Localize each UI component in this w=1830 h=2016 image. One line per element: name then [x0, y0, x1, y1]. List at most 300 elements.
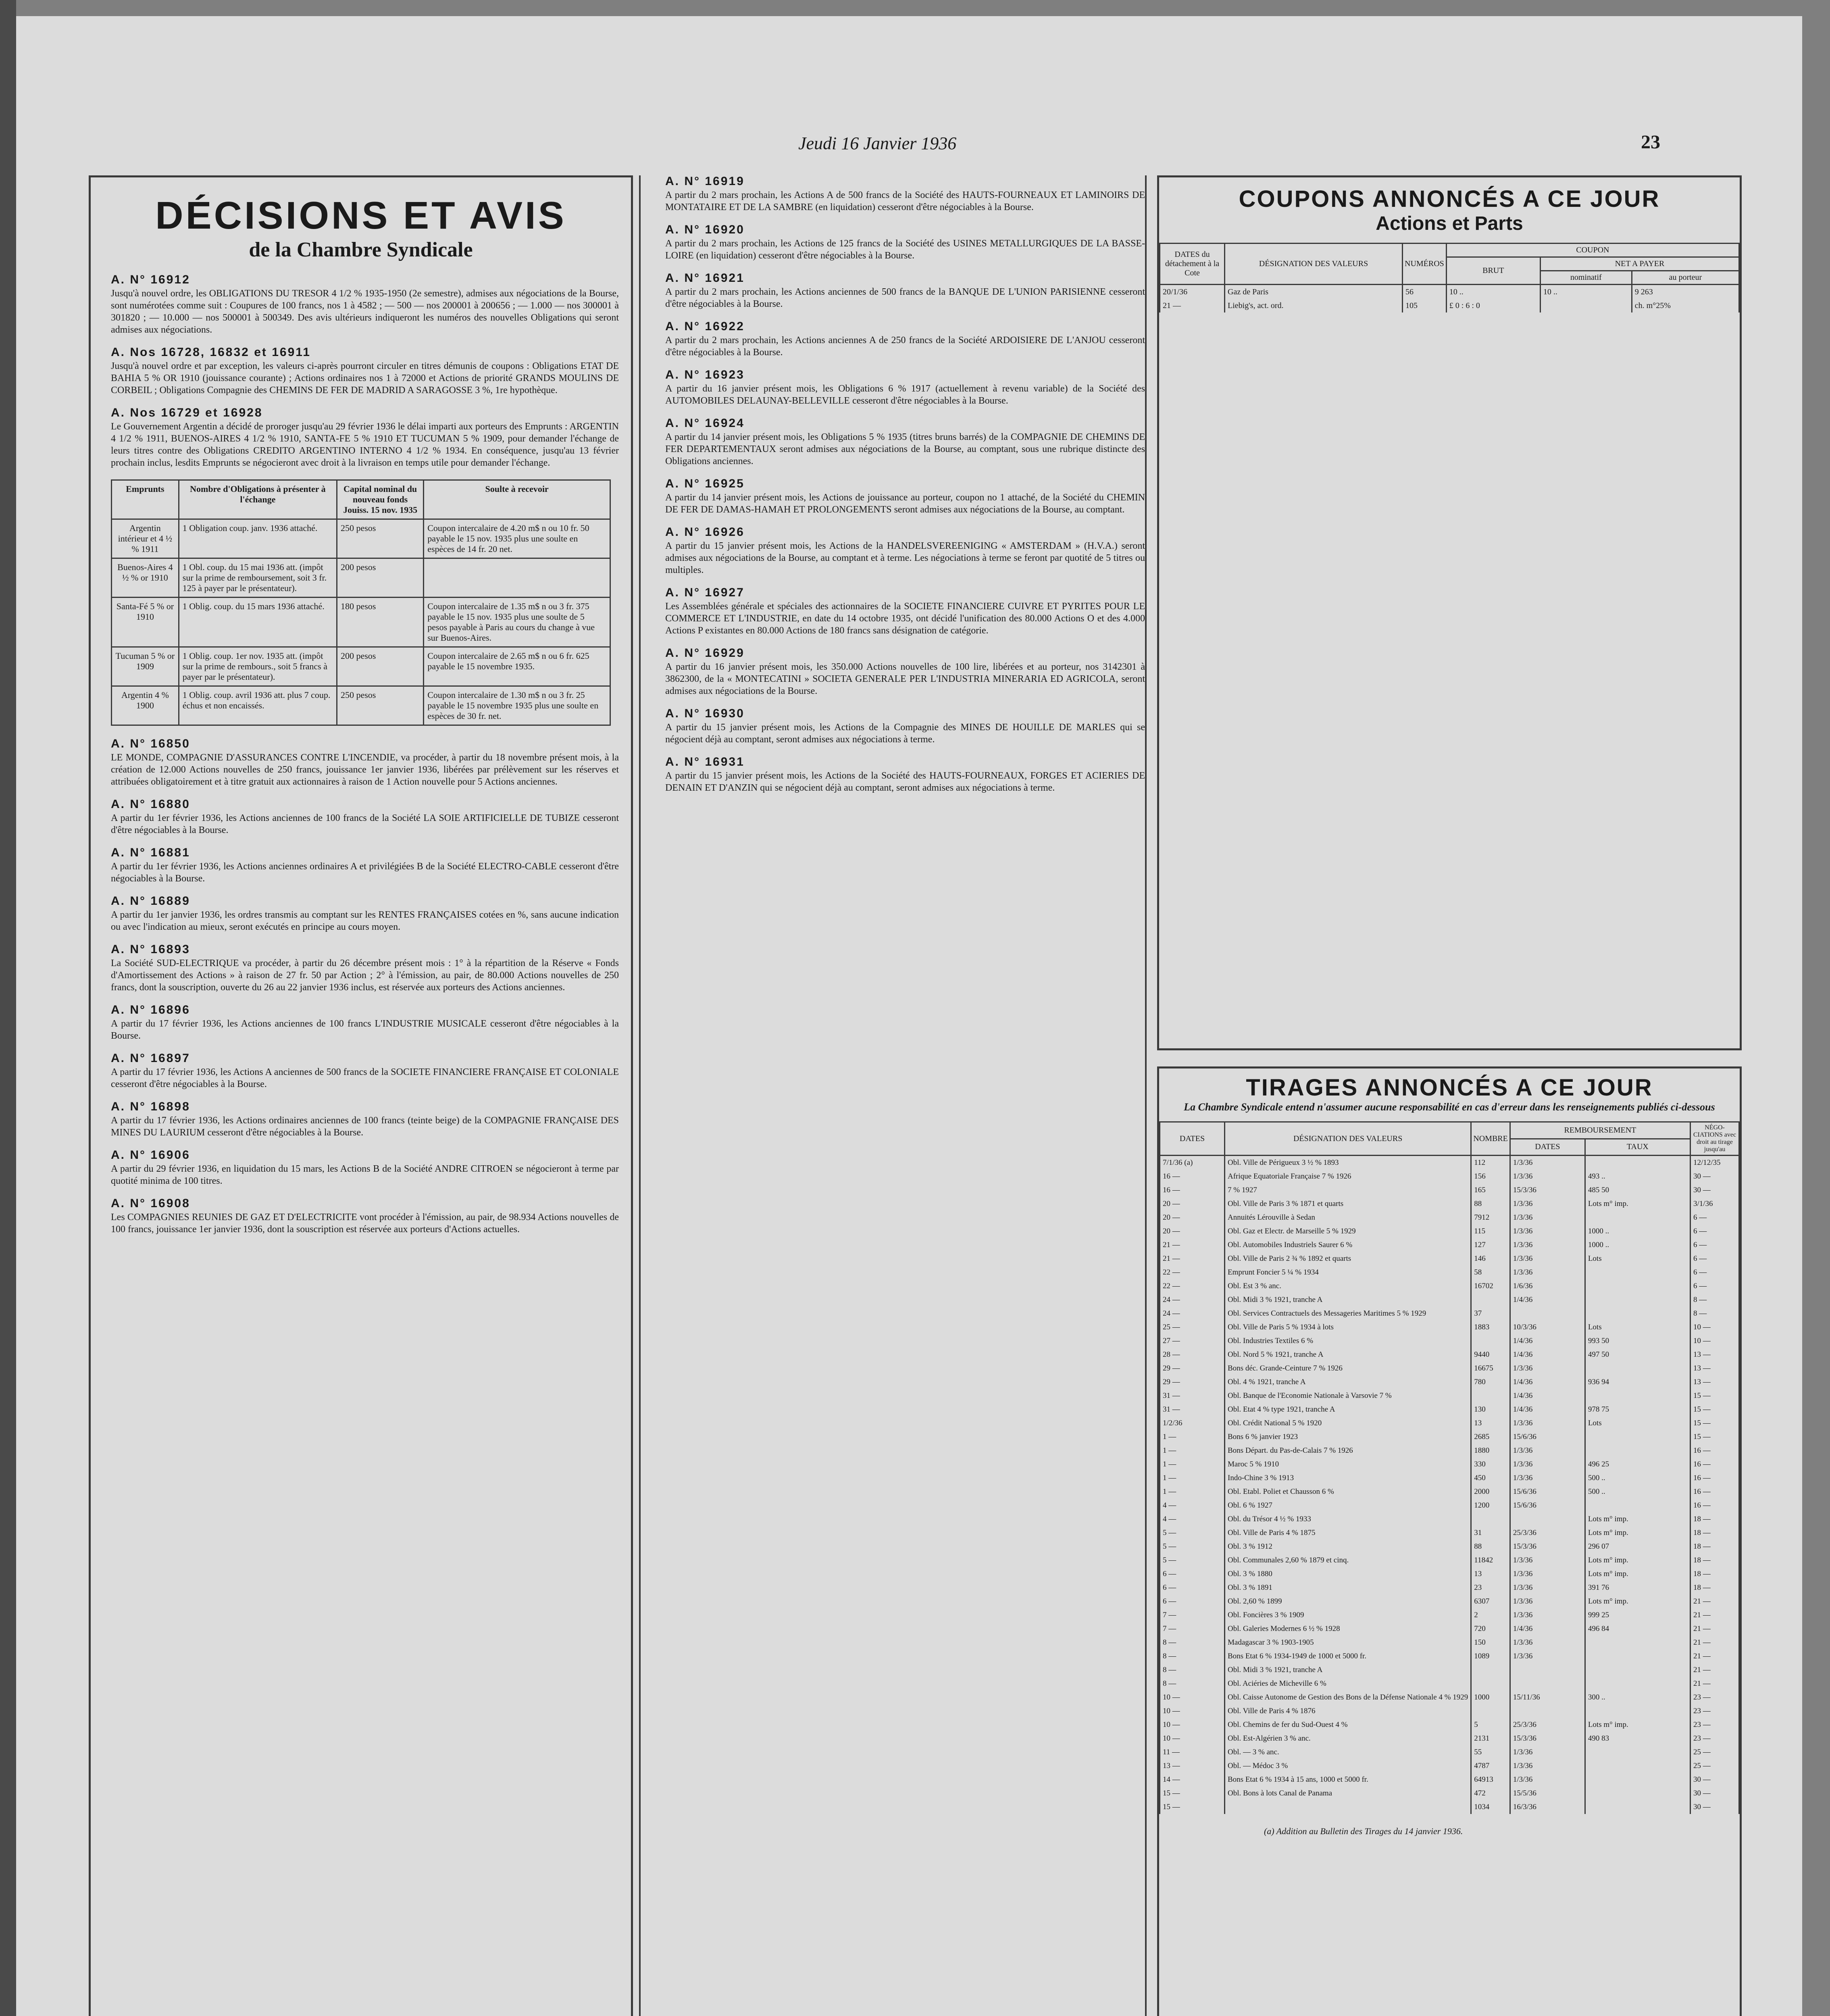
- table-cell: 13 —: [1691, 1362, 1739, 1375]
- table-cell: 999 25: [1585, 1608, 1690, 1622]
- table-cell: 391 76: [1585, 1581, 1690, 1595]
- avis-item: [111, 943, 619, 993]
- table-cell: Bons 6 % janvier 1923: [1225, 1430, 1471, 1444]
- table-row: [1160, 1759, 1739, 1773]
- table-cell: 10 ..: [1540, 285, 1632, 299]
- emprunts-header-cell: Nombre d'Obligations à présenter à l'échange: [179, 480, 337, 519]
- emprunts-cell: Santa-Fé 5 % or 1910: [112, 598, 179, 647]
- emprunts-cell: 180 pesos: [337, 598, 423, 647]
- table-cell: [1585, 1266, 1690, 1279]
- table-cell: 29 —: [1160, 1362, 1225, 1375]
- table-cell: 15 —: [1691, 1389, 1739, 1403]
- table-cell: 1/3/36: [1510, 1608, 1585, 1622]
- table-cell: Obl. 3 % 1880: [1225, 1567, 1471, 1581]
- table-row: [1160, 1595, 1739, 1608]
- avis-number: A. N° 16927: [665, 586, 745, 599]
- table-cell: Obl. du Trésor 4 ½ % 1933: [1225, 1512, 1471, 1526]
- table-cell: [1510, 1704, 1585, 1718]
- col-nominatif: nominatif: [1540, 271, 1632, 285]
- table-cell: 5 —: [1160, 1526, 1225, 1540]
- table-cell: 1000 ..: [1585, 1225, 1690, 1238]
- table-cell: 1/3/36: [1510, 1471, 1585, 1485]
- table-cell: 18 —: [1691, 1512, 1739, 1526]
- table-cell: 30 —: [1691, 1787, 1739, 1800]
- table-cell: 18 —: [1691, 1540, 1739, 1554]
- table-cell: 1/3/36: [1510, 1362, 1585, 1375]
- col-nombre: NOMBRE: [1471, 1122, 1510, 1156]
- table-cell: 1880: [1471, 1444, 1510, 1458]
- table-row: [1160, 1334, 1739, 1348]
- table-cell: Obl. Ville de Paris 2 ¾ % 1892 et quarts: [1225, 1252, 1471, 1266]
- table-cell: 146: [1471, 1252, 1510, 1266]
- table-cell: 21 —: [1160, 1238, 1225, 1252]
- col-porteur: au porteur: [1632, 271, 1739, 285]
- table-cell: 6 —: [1160, 1581, 1225, 1595]
- avis-number: A. N° 16850: [111, 737, 190, 750]
- table-cell: 1/3/36: [1510, 1252, 1585, 1266]
- table-cell: 1/4/36: [1510, 1293, 1585, 1307]
- table-row: [1160, 1389, 1739, 1403]
- table-cell: 1/4/36: [1510, 1403, 1585, 1416]
- table-cell: 5: [1471, 1718, 1510, 1732]
- table-cell: [1585, 1293, 1690, 1307]
- table-row: [1160, 1622, 1739, 1636]
- table-cell: 1/6/36: [1510, 1279, 1585, 1293]
- table-cell: 64913: [1471, 1773, 1510, 1787]
- table-cell: 21 —: [1160, 1252, 1225, 1266]
- table-row: [1160, 1485, 1739, 1499]
- table-row: [1160, 1238, 1739, 1252]
- avis-number: A. N° 16912: [111, 273, 190, 286]
- table-cell: Liebig's, act. ord.: [1225, 299, 1403, 312]
- table-cell: Obl. Foncières 3 % 1909: [1225, 1608, 1471, 1622]
- emprunts-cell: 1 Obl. coup. du 15 mai 1936 att. (impôt sur la prime de remboursement, soit 3 fr. 125 à payer par le présentateur).: [179, 558, 337, 598]
- table-cell: 1/3/36: [1510, 1773, 1585, 1787]
- table-cell: Obl. Galeries Modernes 6 ½ % 1928: [1225, 1622, 1471, 1636]
- emprunts-cell: Coupon intercalaire de 4.20 m$ n ou 10 fr. 50 payable le 15 nov. 1935 plus une soulte en espèces de 14 fr. 20 net.: [424, 519, 610, 558]
- table-cell: [1585, 1745, 1690, 1759]
- table-cell: Afrique Equatoriale Française 7 % 1926: [1225, 1170, 1471, 1183]
- table-cell: Lots: [1585, 1416, 1690, 1430]
- table-cell: Obl. Midi 3 % 1921, tranche A: [1225, 1663, 1471, 1677]
- avis-text: A partir du 2 mars prochain, les Actions A de 500 francs de la Société des HAUTS-FOURNEAUX ET LAMINOIRS DE MONTATAIRE ET DE LA SAMBRE (en liquidation) cesseront d'être négociables à la Bourse.: [665, 190, 1145, 212]
- table-cell: 165: [1471, 1183, 1510, 1197]
- table-cell: Obl. — Médoc 3 %: [1225, 1759, 1471, 1773]
- emprunts-header-cell: Emprunts: [112, 480, 179, 519]
- table-cell: 1/3/36: [1510, 1225, 1585, 1238]
- emprunts-cell: 1 Oblig. coup. avril 1936 att. plus 7 coup. échus et non encaissés.: [179, 686, 337, 725]
- table-cell: 25 —: [1691, 1759, 1739, 1773]
- table-cell: 1034: [1471, 1800, 1510, 1814]
- table-cell: [1585, 1663, 1690, 1677]
- avis-text: LE MONDE, COMPAGNIE D'ASSURANCES CONTRE L'INCENDIE, va procéder, à partir du 18 novembre présent mois, à la création de 12.000 Actions nouvelles de 250 francs, jouissance 1er janvier 1936, libérées par prélèvement sur les réserves et attribuées obligatoirement et à titre gratuit aux actionnaires à raison de 1 Action nouvelle pour 5 Actions anciennes.: [111, 752, 619, 787]
- table-row: [1160, 1348, 1739, 1362]
- table-cell: 20 —: [1160, 1197, 1225, 1211]
- table-cell: 1 —: [1160, 1485, 1225, 1499]
- emprunts-cell: 200 pesos: [337, 558, 423, 598]
- table-cell: 8 —: [1691, 1307, 1739, 1320]
- table-cell: 490 83: [1585, 1732, 1690, 1745]
- table-cell: Obl. Gaz et Electr. de Marseille 5 % 1929: [1225, 1225, 1471, 1238]
- avis-list: [91, 274, 631, 469]
- table-cell: 30 —: [1691, 1773, 1739, 1787]
- col-numeros: NUMÉROS: [1403, 244, 1447, 285]
- table-cell: Bons Etat 6 % 1934-1949 de 1000 et 5000 fr.: [1225, 1649, 1471, 1663]
- table-row: [1160, 1403, 1739, 1416]
- table-cell: [1540, 299, 1632, 312]
- table-cell: 23 —: [1691, 1718, 1739, 1732]
- table-cell: 1/3/36: [1510, 1745, 1585, 1759]
- table-cell: 6307: [1471, 1595, 1510, 1608]
- table-cell: 1000 ..: [1585, 1238, 1690, 1252]
- table-cell: 1/3/36: [1510, 1581, 1585, 1595]
- table-cell: Maroc 5 % 1910: [1225, 1458, 1471, 1471]
- emprunts-row: [112, 598, 610, 647]
- table-cell: 500 ..: [1585, 1485, 1690, 1499]
- table-cell: Obl. Etat 4 % type 1921, tranche A: [1225, 1403, 1471, 1416]
- avis-number: A. N° 16931: [665, 755, 745, 768]
- table-cell: 18 —: [1691, 1567, 1739, 1581]
- table-cell: Bons déc. Grande-Ceinture 7 % 1926: [1225, 1362, 1471, 1375]
- table-cell: Obl. Ville de Périgueux 3 ½ % 1893: [1225, 1156, 1471, 1170]
- table-cell: Obl. 2,60 % 1899: [1225, 1595, 1471, 1608]
- table-cell: Emprunt Foncier 5 ¼ % 1934: [1225, 1266, 1471, 1279]
- tirages-box: [1157, 1066, 1742, 2016]
- emprunts-cell: 250 pesos: [337, 519, 423, 558]
- table-cell: 2000: [1471, 1485, 1510, 1499]
- avis-number: A. N° 16925: [665, 477, 745, 490]
- table-cell: 1/3/36: [1510, 1554, 1585, 1567]
- avis-text: A partir du 2 mars prochain, les Actions de 125 francs de la Société des USINES METALLURGIQUES DE LA BASSE-LOIRE (en liquidation) cesseront d'être négociables à la Bourse.: [665, 238, 1145, 261]
- emprunts-header-row: [112, 480, 610, 519]
- table-row: [1160, 1773, 1739, 1787]
- table-cell: [1585, 1307, 1690, 1320]
- emprunts-row: [112, 686, 610, 725]
- col-designation: DÉSIGNATION DES VALEURS: [1225, 1122, 1471, 1156]
- avis-item: [665, 478, 1145, 516]
- right-column: [1157, 175, 1742, 2016]
- table-cell: 112: [1471, 1156, 1510, 1170]
- avis-number: A. N° 16908: [111, 1197, 190, 1210]
- table-cell: 15 —: [1160, 1787, 1225, 1800]
- table-cell: 16 —: [1691, 1471, 1739, 1485]
- avis-number: A. N° 16930: [665, 707, 745, 720]
- table-cell: 21 —: [1691, 1663, 1739, 1677]
- table-cell: 1000: [1471, 1691, 1510, 1704]
- avis-text: A partir du 1er janvier 1936, les ordres transmis au comptant sur les RENTES FRANÇAISES cotées en %, sans aucune indication ou avec l'indication au mieux, seront exécutés en principe au cours moyen.: [111, 910, 619, 932]
- table-cell: Obl. Crédit National 5 % 1920: [1225, 1416, 1471, 1430]
- table-cell: 1 —: [1160, 1444, 1225, 1458]
- emprunts-cell: Argentin 4 % 1900: [112, 686, 179, 725]
- table-row: [1160, 1704, 1739, 1718]
- coupons-title: COUPONS ANNONCÉS A CE JOUR: [1239, 186, 1660, 212]
- table-cell: 16/3/36: [1510, 1800, 1585, 1814]
- col-dates: DATES: [1160, 1122, 1225, 1156]
- table-cell: Lots m° imp.: [1585, 1718, 1690, 1732]
- col-dates: DATES du détachement à la Cote: [1160, 244, 1225, 285]
- table-cell: [1585, 1430, 1690, 1444]
- avis-text: A partir du 15 janvier présent mois, les Actions de la Compagnie des MINES DE HOUILLE DE MARLES qui se négocient déjà au comptant, seront admises aux négociations à terme.: [665, 722, 1145, 745]
- table-cell: 13 —: [1691, 1375, 1739, 1389]
- tirages-title: TIRAGES ANNONCÉS A CE JOUR: [1246, 1075, 1653, 1101]
- table-cell: 1/3/36: [1510, 1567, 1585, 1581]
- table-cell: 15 —: [1691, 1430, 1739, 1444]
- table-cell: 16 —: [1160, 1183, 1225, 1197]
- table-cell: Bons Etat 6 % 1934 à 15 ans, 1000 et 5000 fr.: [1225, 1773, 1471, 1787]
- table-row: [1160, 1279, 1739, 1293]
- table-cell: 150: [1471, 1636, 1510, 1649]
- table-cell: [1471, 1704, 1510, 1718]
- table-cell: 1/3/36: [1510, 1416, 1585, 1430]
- table-cell: 9440: [1471, 1348, 1510, 1362]
- table-cell: 56: [1403, 285, 1447, 299]
- table-cell: [1510, 1663, 1585, 1677]
- table-cell: 130: [1471, 1403, 1510, 1416]
- middle-column: [645, 175, 1157, 2016]
- avis-item: [111, 1198, 619, 1235]
- table-cell: 1/2/36: [1160, 1416, 1225, 1430]
- table-cell: [1510, 1677, 1585, 1691]
- table-cell: 15/3/36: [1510, 1540, 1585, 1554]
- table-cell: 31: [1471, 1526, 1510, 1540]
- avis-number: A. N° 16919: [665, 175, 745, 188]
- table-cell: [1585, 1704, 1690, 1718]
- table-cell: 31 —: [1160, 1389, 1225, 1403]
- table-cell: 25/3/36: [1510, 1718, 1585, 1732]
- table-row: [1160, 1430, 1739, 1444]
- avis-item: [665, 587, 1145, 637]
- table-cell: 24 —: [1160, 1293, 1225, 1307]
- page-header: [16, 16, 1802, 153]
- table-cell: 21 —: [1691, 1622, 1739, 1636]
- table-cell: 15/6/36: [1510, 1430, 1585, 1444]
- avis-item: [111, 1004, 619, 1042]
- table-cell: [1585, 1156, 1690, 1170]
- table-row: [1160, 1225, 1739, 1238]
- avis-number: A. N° 16922: [665, 320, 745, 333]
- avis-number: A. N° 16893: [111, 943, 190, 956]
- table-cell: 16 —: [1160, 1170, 1225, 1183]
- avis-text: Le Gouvernement Argentin a décidé de proroger jusqu'au 29 février 1936 le délai imparti aux porteurs des Emprunts : ARGENTIN 4 1/2 % 1911, BUENOS-AIRES 4 1/2 % 1910, SANTA-FE 5 % 1910 ET TUCUMAN 5 % 1909, pour demander l'échange de leurs titres contre des Obligations CREDITO ARGENTINO INTERNO 4 1/2 % 1934. En conséquence, jusqu'au 13 février prochain inclus, lesdits Emprunts se négocieront avec droit à la livraison en temps utile pour demander l'échange.: [111, 421, 619, 468]
- avis-number: A. N° 16906: [111, 1148, 190, 1162]
- emprunts-row: [112, 647, 610, 686]
- table-cell: 20 —: [1160, 1211, 1225, 1225]
- table-cell: 9 263: [1632, 285, 1739, 299]
- table-cell: 993 50: [1585, 1334, 1690, 1348]
- table-row: [1160, 1608, 1739, 1622]
- table-row: [1160, 1197, 1739, 1211]
- col-designation: DÉSIGNATION DES VALEURS: [1225, 244, 1403, 285]
- avis-number: A. N° 16898: [111, 1100, 190, 1113]
- table-cell: 4787: [1471, 1759, 1510, 1773]
- table-row: [1160, 1745, 1739, 1759]
- table-cell: 7 —: [1160, 1608, 1225, 1622]
- table-cell: 1/3/36: [1510, 1156, 1585, 1170]
- emprunts-header-cell: Capital nominal du nouveau fonds Jouiss. 15 nov. 1935: [337, 480, 423, 519]
- table-cell: Lots m° imp.: [1585, 1197, 1690, 1211]
- avis-item: [111, 346, 619, 396]
- table-cell: Obl. Aciéries de Micheville 6 %: [1225, 1677, 1471, 1691]
- avis-item: [665, 272, 1145, 310]
- table-cell: 10 —: [1160, 1718, 1225, 1732]
- coupons-body: [1160, 285, 1739, 313]
- table-cell: 1/4/36: [1510, 1622, 1585, 1636]
- table-cell: [1585, 1444, 1690, 1458]
- table-cell: Annuités Lérouville à Sedan: [1225, 1211, 1471, 1225]
- avis-number: A. Nos 16729 et 16928: [111, 406, 263, 419]
- table-row: [1160, 1307, 1739, 1320]
- table-cell: 30 —: [1691, 1800, 1739, 1814]
- avis-text: Jusqu'à nouvel ordre, les OBLIGATIONS DU TRESOR 4 1/2 % 1935-1950 (2e semestre), admises aux négociations de la Bourse, sont numérotées comme suit : Coupures de 100 francs, nos 1 à 4582 ; — 500 — nos 200001 à 200656 ; — 1.000 — nos 300001 à 301820 ; — 10.000 — nos 500001 à 500349. Des avis ultérieurs indiqueront les numéros des nouvelles Obligations qui seront admises aux négociations.: [111, 288, 619, 335]
- emprunts-cell: Coupon intercalaire de 2.65 m$ n ou 6 fr. 625 payable le 15 novembre 1935.: [424, 647, 610, 686]
- table-cell: 22 —: [1160, 1266, 1225, 1279]
- table-cell: 6 —: [1691, 1225, 1739, 1238]
- tirages-body: [1160, 1156, 1739, 1814]
- table-cell: 720: [1471, 1622, 1510, 1636]
- avis-item: [111, 274, 619, 336]
- table-cell: 1089: [1471, 1649, 1510, 1663]
- table-cell: Lots m° imp.: [1585, 1595, 1690, 1608]
- table-row: [1160, 1252, 1739, 1266]
- table-cell: 8 —: [1160, 1649, 1225, 1663]
- table-row: [1160, 1554, 1739, 1567]
- table-cell: 15/6/36: [1510, 1485, 1585, 1499]
- table-cell: Obl. Communales 2,60 % 1879 et cinq.: [1225, 1554, 1471, 1567]
- table-cell: 1883: [1471, 1320, 1510, 1334]
- table-cell: 25 —: [1160, 1320, 1225, 1334]
- table-cell: 1/3/36: [1510, 1238, 1585, 1252]
- table-cell: 1/3/36: [1510, 1649, 1585, 1663]
- avis-text: A partir du 14 janvier présent mois, les Actions de jouissance au porteur, coupon no 1 attaché, de la Société du CHEMIN DE FER DE DAMAS-HAMAH ET PROLONGEMENTS seront admises aux négociations de la Bourse, au comptant.: [665, 492, 1145, 515]
- avis-text: Jusqu'à nouvel ordre et par exception, les valeurs ci-après pourront circuler en titres démunis de coupons : Obligations ETAT DE BAHIA 5 % OR 1910 (jouissance courante) ; Actions ordinaires nos 1 à 72000 et Actions de priorité GRANDS MOULINS DE CORBEIL ; Obligations Compagnie des CHEMINS DE FER DE MADRID A SARAGOSSE 3 %, 1re hypothèque.: [111, 361, 619, 396]
- table-cell: 27 —: [1160, 1334, 1225, 1348]
- table-cell: Obl. Bons à lots Canal de Panama: [1225, 1787, 1471, 1800]
- table-cell: 4 —: [1160, 1499, 1225, 1512]
- table-cell: 15 —: [1691, 1416, 1739, 1430]
- table-row: [1160, 1293, 1739, 1307]
- table-cell: 7/1/36 (a): [1160, 1156, 1225, 1170]
- table-cell: 58: [1471, 1266, 1510, 1279]
- coupons-table: [1159, 243, 1740, 312]
- table-cell: 20/1/36: [1160, 285, 1225, 299]
- emprunts-cell: 1 Oblig. coup. 1er nov. 1935 att. (impôt sur la prime de rembours., soit 5 francs à payer par le présentateur).: [179, 647, 337, 686]
- emprunts-header-cell: Soulte à recevoir: [424, 480, 610, 519]
- table-cell: 22 —: [1160, 1279, 1225, 1293]
- table-cell: 6 —: [1691, 1238, 1739, 1252]
- avis-number: A. N° 16881: [111, 846, 190, 859]
- table-row: [1160, 1183, 1739, 1197]
- table-cell: Obl. Automobiles Industriels Saurer 6 %: [1225, 1238, 1471, 1252]
- table-cell: 23 —: [1691, 1704, 1739, 1718]
- table-row: [1160, 1320, 1739, 1334]
- avis-list-3: [645, 175, 1157, 794]
- table-row: [1160, 1636, 1739, 1649]
- avis-number: A. Nos 16728, 16832 et 16911: [111, 346, 311, 359]
- table-cell: 4 —: [1160, 1512, 1225, 1526]
- emprunts-table: [111, 479, 611, 726]
- table-cell: 1/3/36: [1510, 1266, 1585, 1279]
- avis-text: A partir du 17 février 1936, les Actions ordinaires anciennes de 100 francs (teinte beige) de la COMPAGNIE FRANÇAISE DES MINES DU LAURIUM cesseront d'être négociables à la Bourse.: [111, 1115, 619, 1138]
- table-cell: [1510, 1307, 1585, 1320]
- table-cell: 15/3/36: [1510, 1183, 1585, 1197]
- avis-item: [111, 1101, 619, 1139]
- table-cell: 1/3/36: [1510, 1636, 1585, 1649]
- table-cell: 10 ..: [1446, 285, 1540, 299]
- table-cell: 13 —: [1160, 1759, 1225, 1773]
- table-cell: 936 94: [1585, 1375, 1690, 1389]
- table-cell: 15/6/36: [1510, 1499, 1585, 1512]
- table-cell: 156: [1471, 1170, 1510, 1183]
- table-cell: 115: [1471, 1225, 1510, 1238]
- avis-list-2: [91, 738, 631, 1235]
- table-cell: 1/3/36: [1510, 1197, 1585, 1211]
- avis-number: A. N° 16897: [111, 1052, 190, 1065]
- table-row: [1160, 1800, 1739, 1814]
- table-cell: 496 25: [1585, 1458, 1690, 1471]
- newspaper-page: [16, 16, 1802, 2016]
- decisions-subtitle: de la Chambre Syndicale: [249, 238, 473, 261]
- table-row: [1160, 1718, 1739, 1732]
- table-cell: 31 —: [1160, 1403, 1225, 1416]
- decisions-column: [89, 175, 633, 2016]
- table-cell: [1585, 1677, 1690, 1691]
- table-cell: 15/3/36: [1510, 1732, 1585, 1745]
- table-cell: 18 —: [1691, 1554, 1739, 1567]
- table-cell: 21 —: [1160, 299, 1225, 312]
- table-row: [1160, 1512, 1739, 1526]
- table-cell: 472: [1471, 1787, 1510, 1800]
- table-row: [1160, 1663, 1739, 1677]
- table-cell: 14 —: [1160, 1773, 1225, 1787]
- table-cell: 7912: [1471, 1211, 1510, 1225]
- table-row: [1160, 1581, 1739, 1595]
- avis-number: A. N° 16921: [665, 271, 745, 285]
- table-cell: Obl. 4 % 1921, tranche A: [1225, 1375, 1471, 1389]
- table-cell: [1225, 1800, 1471, 1814]
- table-row: [1160, 1266, 1739, 1279]
- avis-item: [111, 738, 619, 788]
- column-divider: [639, 175, 641, 2016]
- table-cell: [1585, 1787, 1690, 1800]
- table-cell: 1 —: [1160, 1458, 1225, 1471]
- table-cell: 6 —: [1691, 1211, 1739, 1225]
- table-cell: 15/5/36: [1510, 1787, 1585, 1800]
- table-cell: 300 ..: [1585, 1691, 1690, 1704]
- emprunts-cell: Tucuman 5 % or 1909: [112, 647, 179, 686]
- avis-number: A. N° 16896: [111, 1003, 190, 1016]
- avis-item: [111, 895, 619, 933]
- col-negociations: NÉGO-CIATIONS avec droit au tirage jusqu'au: [1691, 1122, 1739, 1156]
- table-cell: [1471, 1389, 1510, 1403]
- table-cell: 1/3/36: [1510, 1444, 1585, 1458]
- avis-item: [665, 526, 1145, 576]
- table-cell: 16702: [1471, 1279, 1510, 1293]
- avis-item: [111, 1149, 619, 1187]
- table-cell: Obl. Industries Textiles 6 %: [1225, 1334, 1471, 1348]
- table-cell: 13 —: [1691, 1348, 1739, 1362]
- table-cell: 450: [1471, 1471, 1510, 1485]
- table-cell: Obl. Ville de Paris 5 % 1934 à lots: [1225, 1320, 1471, 1334]
- table-cell: Obl. Services Contractuels des Messageries Maritimes 5 % 1929: [1225, 1307, 1471, 1320]
- table-cell: 5 —: [1160, 1540, 1225, 1554]
- table-cell: 16675: [1471, 1362, 1510, 1375]
- table-row: [1160, 1567, 1739, 1581]
- avis-number: A. N° 16889: [111, 894, 190, 908]
- emprunts-cell: Argentin intérieur et 4 ½ % 1911: [112, 519, 179, 558]
- tirages-note: La Chambre Syndicale entend n'assumer aucune responsabilité en cas d'erreur dans les renseignements publiés ci-dessous: [1184, 1101, 1715, 1113]
- emprunts-cell: Coupon intercalaire de 1.35 m$ n ou 3 fr. 375 payable le 15 nov. 1935 plus une soulte de 5 pesos payable à Paris au cours du change à vue sur Buenos-Aires.: [424, 598, 610, 647]
- table-cell: 20 —: [1160, 1225, 1225, 1238]
